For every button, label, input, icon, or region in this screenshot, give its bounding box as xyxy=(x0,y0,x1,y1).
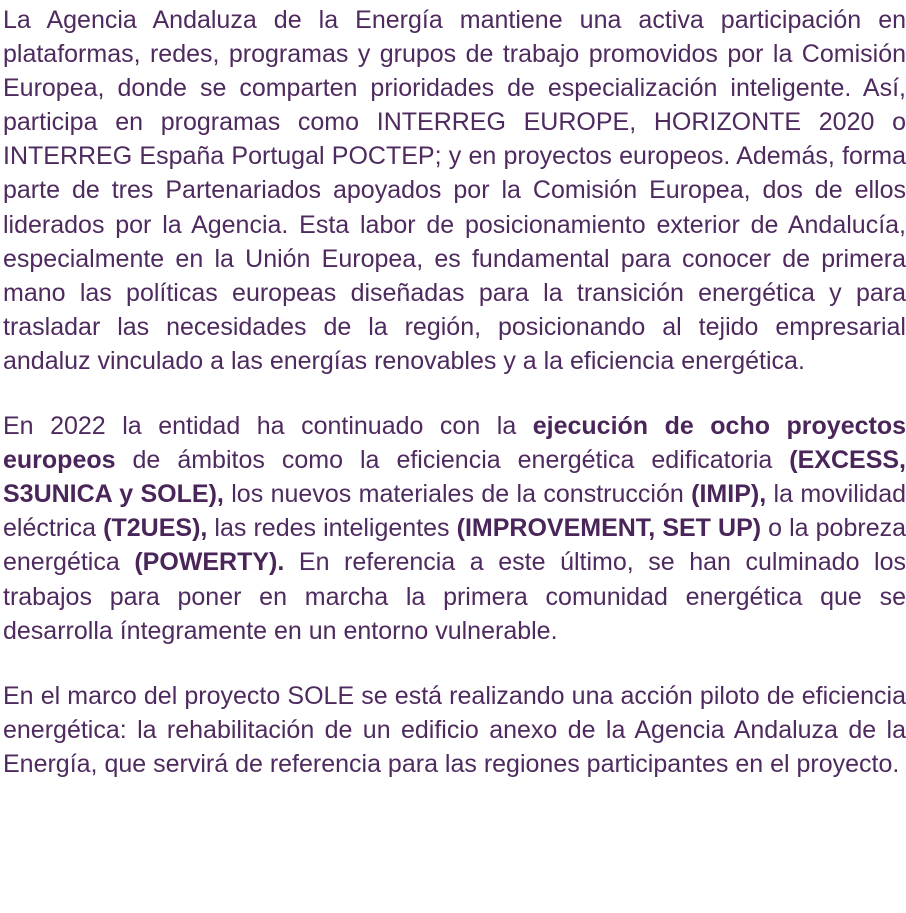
text-span: de ámbitos como la eficiencia energética edificatoria xyxy=(115,446,790,475)
bold-highlight: (POWERTY). xyxy=(134,548,285,577)
text-span: En 2022 la entidad ha continuado con la xyxy=(3,412,533,441)
text-span: la movilidad eléctrica xyxy=(3,480,906,543)
bold-highlight: ejecución de ocho proyectos europeos xyxy=(3,412,906,475)
text-span: o la pobreza energética xyxy=(3,514,906,577)
text-span: los nuevos materiales de la construcción xyxy=(223,480,692,509)
text-span: En referencia a este último, se han culminado los trabajos para poner en marcha la primera comunidad energética que se desarrolla íntegramente en un entorno vulnerable. xyxy=(3,548,906,645)
bold-highlight: (T2UES), xyxy=(103,514,208,543)
text-span: las redes inteligentes xyxy=(207,514,457,543)
bold-highlight: (EXCESS, S3UNICA y SOLE), xyxy=(3,446,906,509)
paragraph-participation: La Agencia Andaluza de la Energía mantiene una activa participación en plataformas, redes, programas y grupos de trabajo promovidos por la Comisión Europea, donde se comparten prioridades de especialización inteligente. Así, participa en programas como INTERREG EUROPE, HORIZONTE 2020 o INTERREG España Portugal POCTEP; y en proyectos europeos. Además, forma parte de tres Partenariados apoyados por la Comisión Europea, dos de ellos liderados por la Agencia. Esta labor de posicionamiento exterior de Andalucía, especialmente en la Unión Europea, es fundamental para conocer de primera mano las políticas europeas diseñadas para la transición energética y para trasladar las necesidades de la región, posicionando al tejido empresarial andaluz vinculado a las energías renovables y a la eficiencia energética. xyxy=(3,6,906,375)
bold-highlight: (IMPROVEMENT, SET UP) xyxy=(456,514,762,543)
bold-highlight: (IMIP), xyxy=(691,480,767,509)
paragraph-sole-pilot: En el marco del proyecto SOLE se está realizando una acción piloto de eficiencia energética: la rehabilitación de un edificio anexo de la Agencia Andaluza de la Energía, que servirá de referencia para las regiones participantes en el proyecto. xyxy=(3,681,906,778)
paragraph-projects-2022 xyxy=(3,409,906,648)
